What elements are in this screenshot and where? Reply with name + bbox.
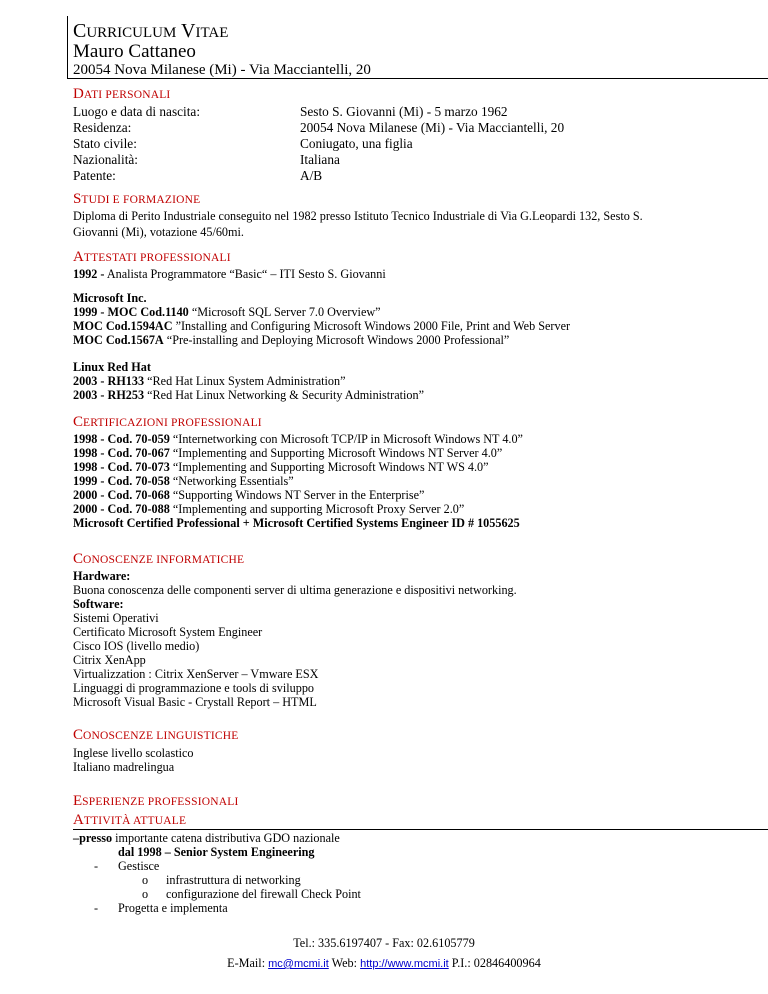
section-attestati: ATTESTATI PROFESSIONALI xyxy=(73,249,231,265)
cert-item: 1998 - Cod. 70-073 “Implementing and Supporting Microsoft Windows NT WS 4.0” xyxy=(73,460,489,474)
attestato-1992: 1992 - Analista Programmatore “Basic“ – ITI Sesto S. Giovanni xyxy=(73,267,386,281)
circle-bullet: o xyxy=(142,873,149,887)
value-residenza: 20054 Nova Milanese (Mi) - Via Macciantelli, 20 xyxy=(300,120,565,135)
cert-item: 2000 - Cod. 70-068 “Supporting Windows NT Server in the Enterprise” xyxy=(73,488,425,502)
label-nascita: Luogo e data di nascita: xyxy=(73,104,201,119)
email-label: E-Mail: xyxy=(227,956,266,970)
gestisce-sub-item: infrastruttura di networking xyxy=(166,873,301,887)
header-address: 20054 Nova Milanese (Mi) - Via Macciantelli, 20 xyxy=(73,62,371,78)
attestato-ms-1: 1999 - MOC Cod.1140 “Microsoft SQL Server 7.0 Overview” xyxy=(73,305,381,319)
software-item: Certificato Microsoft System Engineer xyxy=(73,625,263,639)
value-nascita: Sesto S. Giovanni (Mi) - 5 marzo 1962 xyxy=(300,104,508,119)
microsoft-heading: Microsoft Inc. xyxy=(73,291,147,305)
label-patente: Patente: xyxy=(73,168,116,183)
attestato-rh-2: 2003 - RH253 “Red Hat Linux Networking & Security Administration” xyxy=(73,388,425,402)
section-studi: STUDI E FORMAZIONE xyxy=(73,191,201,207)
period-line: dal 1998 – Senior System Engineering xyxy=(118,845,315,859)
circle-bullet: o xyxy=(142,887,149,901)
software-item: Cisco IOS (livello medio) xyxy=(73,639,200,653)
subsection-attivita-attuale: ATTIVITÀ ATTUALE xyxy=(73,812,187,828)
attestato-ms-2: MOC Cod.1594AC ”Installing and Configuring Microsoft Windows 2000 File, Print and Web Server xyxy=(73,319,571,333)
value-patente: A/B xyxy=(300,168,323,183)
subsection-rule xyxy=(73,829,768,830)
cert-item: 2000 - Cod. 70-088 “Implementing and supporting Microsoft Proxy Server 2.0” xyxy=(73,502,465,516)
footer-contacts: Tel.: 335.6197407 - Fax: 02.6105779 xyxy=(293,936,475,950)
header-vertical-rule xyxy=(67,16,68,78)
software-item: Microsoft Visual Basic - Crystall Report – HTML xyxy=(73,695,317,709)
cert-final: Microsoft Certified Professional + Microsoft Certified Systems Engineer ID # 1055625 xyxy=(73,516,520,530)
label-nazionalita: Nazionalità: xyxy=(73,152,138,167)
language-item: Italiano madrelingua xyxy=(73,760,175,774)
language-item: Inglese livello scolastico xyxy=(73,746,194,760)
software-item: Linguaggi di programmazione e tools di sviluppo xyxy=(73,681,315,695)
document-title: CURRICULUM VITAE xyxy=(73,20,229,42)
cert-item: 1998 - Cod. 70-059 “Internetworking con Microsoft TCP/IP in Microsoft Windows NT 4.0” xyxy=(73,432,523,446)
attestato-ms-3: MOC Cod.1567A “Pre-installing and Deploying Microsoft Windows 2000 Professional” xyxy=(73,333,510,347)
email-link[interactable]: mc@mcmi.it xyxy=(268,958,329,970)
section-certificazioni: CERTIFICAZIONI PROFESSIONALI xyxy=(73,414,262,430)
hardware-text: Buona conoscenza delle componenti server di ultima generazione e dispositivi networking. xyxy=(73,583,517,597)
cert-item: 1999 - Cod. 70-058 “Networking Essentials” xyxy=(73,474,294,488)
presso-line: –presso importante catena distributiva GDO nazionale xyxy=(73,831,340,845)
section-informatiche: CONOSCENZE INFORMATICHE xyxy=(73,551,245,567)
section-linguistiche: CONOSCENZE LINGUISTICHE xyxy=(73,727,239,743)
studi-text: Diploma di Perito Industriale conseguito nel 1982 presso Istituto Tecnico Industriale di Via G.Leopardi 132, Sesto S. Giovanni (Mi), votazione 45/60mi. xyxy=(73,209,643,239)
software-item: Citrix XenApp xyxy=(73,653,146,667)
software-item: Sistemi Operativi xyxy=(73,611,159,625)
hardware-label: Hardware: xyxy=(73,569,131,583)
value-nazionalita: Italiana xyxy=(300,152,340,167)
redhat-heading: Linux Red Hat xyxy=(73,360,151,374)
attestato-rh-1: 2003 - RH133 “Red Hat Linux System Administration” xyxy=(73,374,346,388)
section-esperienze: ESPERIENZE PROFESSIONALI xyxy=(73,793,239,809)
dash-bullet: - xyxy=(94,859,99,873)
value-stato-civile: Coniugato, una figlia xyxy=(300,136,413,151)
label-stato-civile: Stato civile: xyxy=(73,136,137,151)
web-link[interactable]: http://www.mcmi.it xyxy=(360,958,449,970)
gestisce-sub-item: configurazione del firewall Check Point xyxy=(166,887,361,901)
software-label: Software: xyxy=(73,597,124,611)
section-dati-personali: DATI PERSONALI xyxy=(73,86,171,102)
dash-bullet: - xyxy=(94,901,99,915)
web-label: Web: xyxy=(331,956,358,970)
footer-links xyxy=(0,956,768,971)
cert-item: 1998 - Cod. 70-067 “Implementing and Supporting Microsoft Windows NT Server 4.0” xyxy=(73,446,503,460)
person-name: Mauro Cattaneo xyxy=(73,41,196,62)
piva-text: P.I.: 02846400964 xyxy=(451,956,541,970)
label-residenza: Residenza: xyxy=(73,120,132,135)
software-item: Virtualizzation : Citrix XenServer – Vmware ESX xyxy=(73,667,319,681)
progetta-text: Progetta e implementa xyxy=(118,901,228,915)
gestisce-text: Gestisce xyxy=(118,859,160,873)
